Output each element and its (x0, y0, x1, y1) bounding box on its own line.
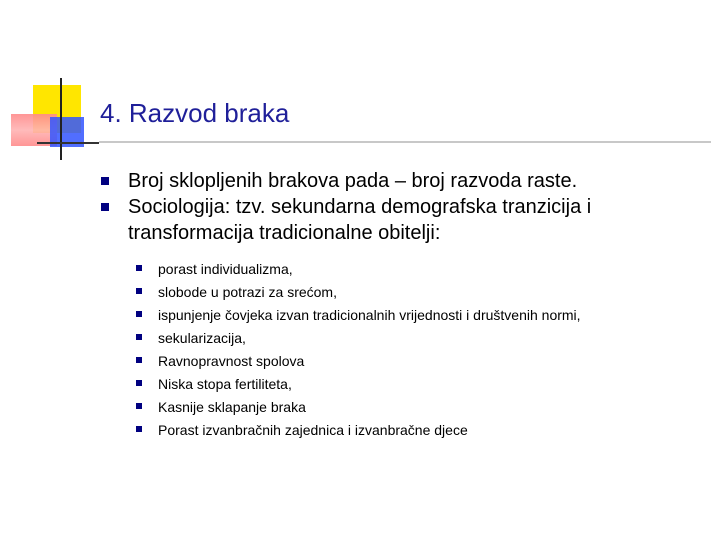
sub-bullet-text: Niska stopa fertiliteta, (158, 376, 292, 392)
decorative-horizontal-line (37, 142, 99, 144)
sub-bullet-marker (136, 265, 142, 271)
sub-bullet-marker (136, 334, 142, 340)
sub-bullet-text: porast individualizma, (158, 261, 293, 277)
sub-bullet-marker (136, 288, 142, 294)
sub-bullet-marker (136, 357, 142, 363)
bullet-marker (101, 177, 109, 185)
sub-bullet-text: ispunjenje čovjeka izvan tradicionalnih vrijednosti i društvenih normi, (158, 307, 581, 323)
sub-bullet-text: Kasnije sklapanje braka (158, 399, 306, 415)
bullet-text: Sociologija: tzv. sekundarna demografska tranzicija i transformacija tradicionalne obitelji: (128, 196, 592, 244)
sub-bullet-text: Porast izvanbračnih zajednica i izvanbračne djece (158, 422, 468, 438)
sub-bullet-text: sekularizacija, (158, 330, 246, 346)
sub-bullet-marker (136, 311, 142, 317)
decorative-vertical-line (60, 78, 62, 160)
title-underline (99, 141, 711, 143)
bullet-marker (101, 203, 109, 211)
sub-bullet-marker (136, 403, 142, 409)
sub-bullet-text: slobode u potrazi za srećom, (158, 284, 337, 300)
sub-bullet-marker (136, 380, 142, 386)
sub-bullet-marker (136, 426, 142, 432)
bullet-text: Broj sklopljenih brakova pada – broj razvoda raste. (128, 170, 578, 192)
sub-bullet-text: Ravnopravnost spolova (158, 353, 305, 369)
slide-title: 4. Razvod braka (100, 98, 290, 128)
